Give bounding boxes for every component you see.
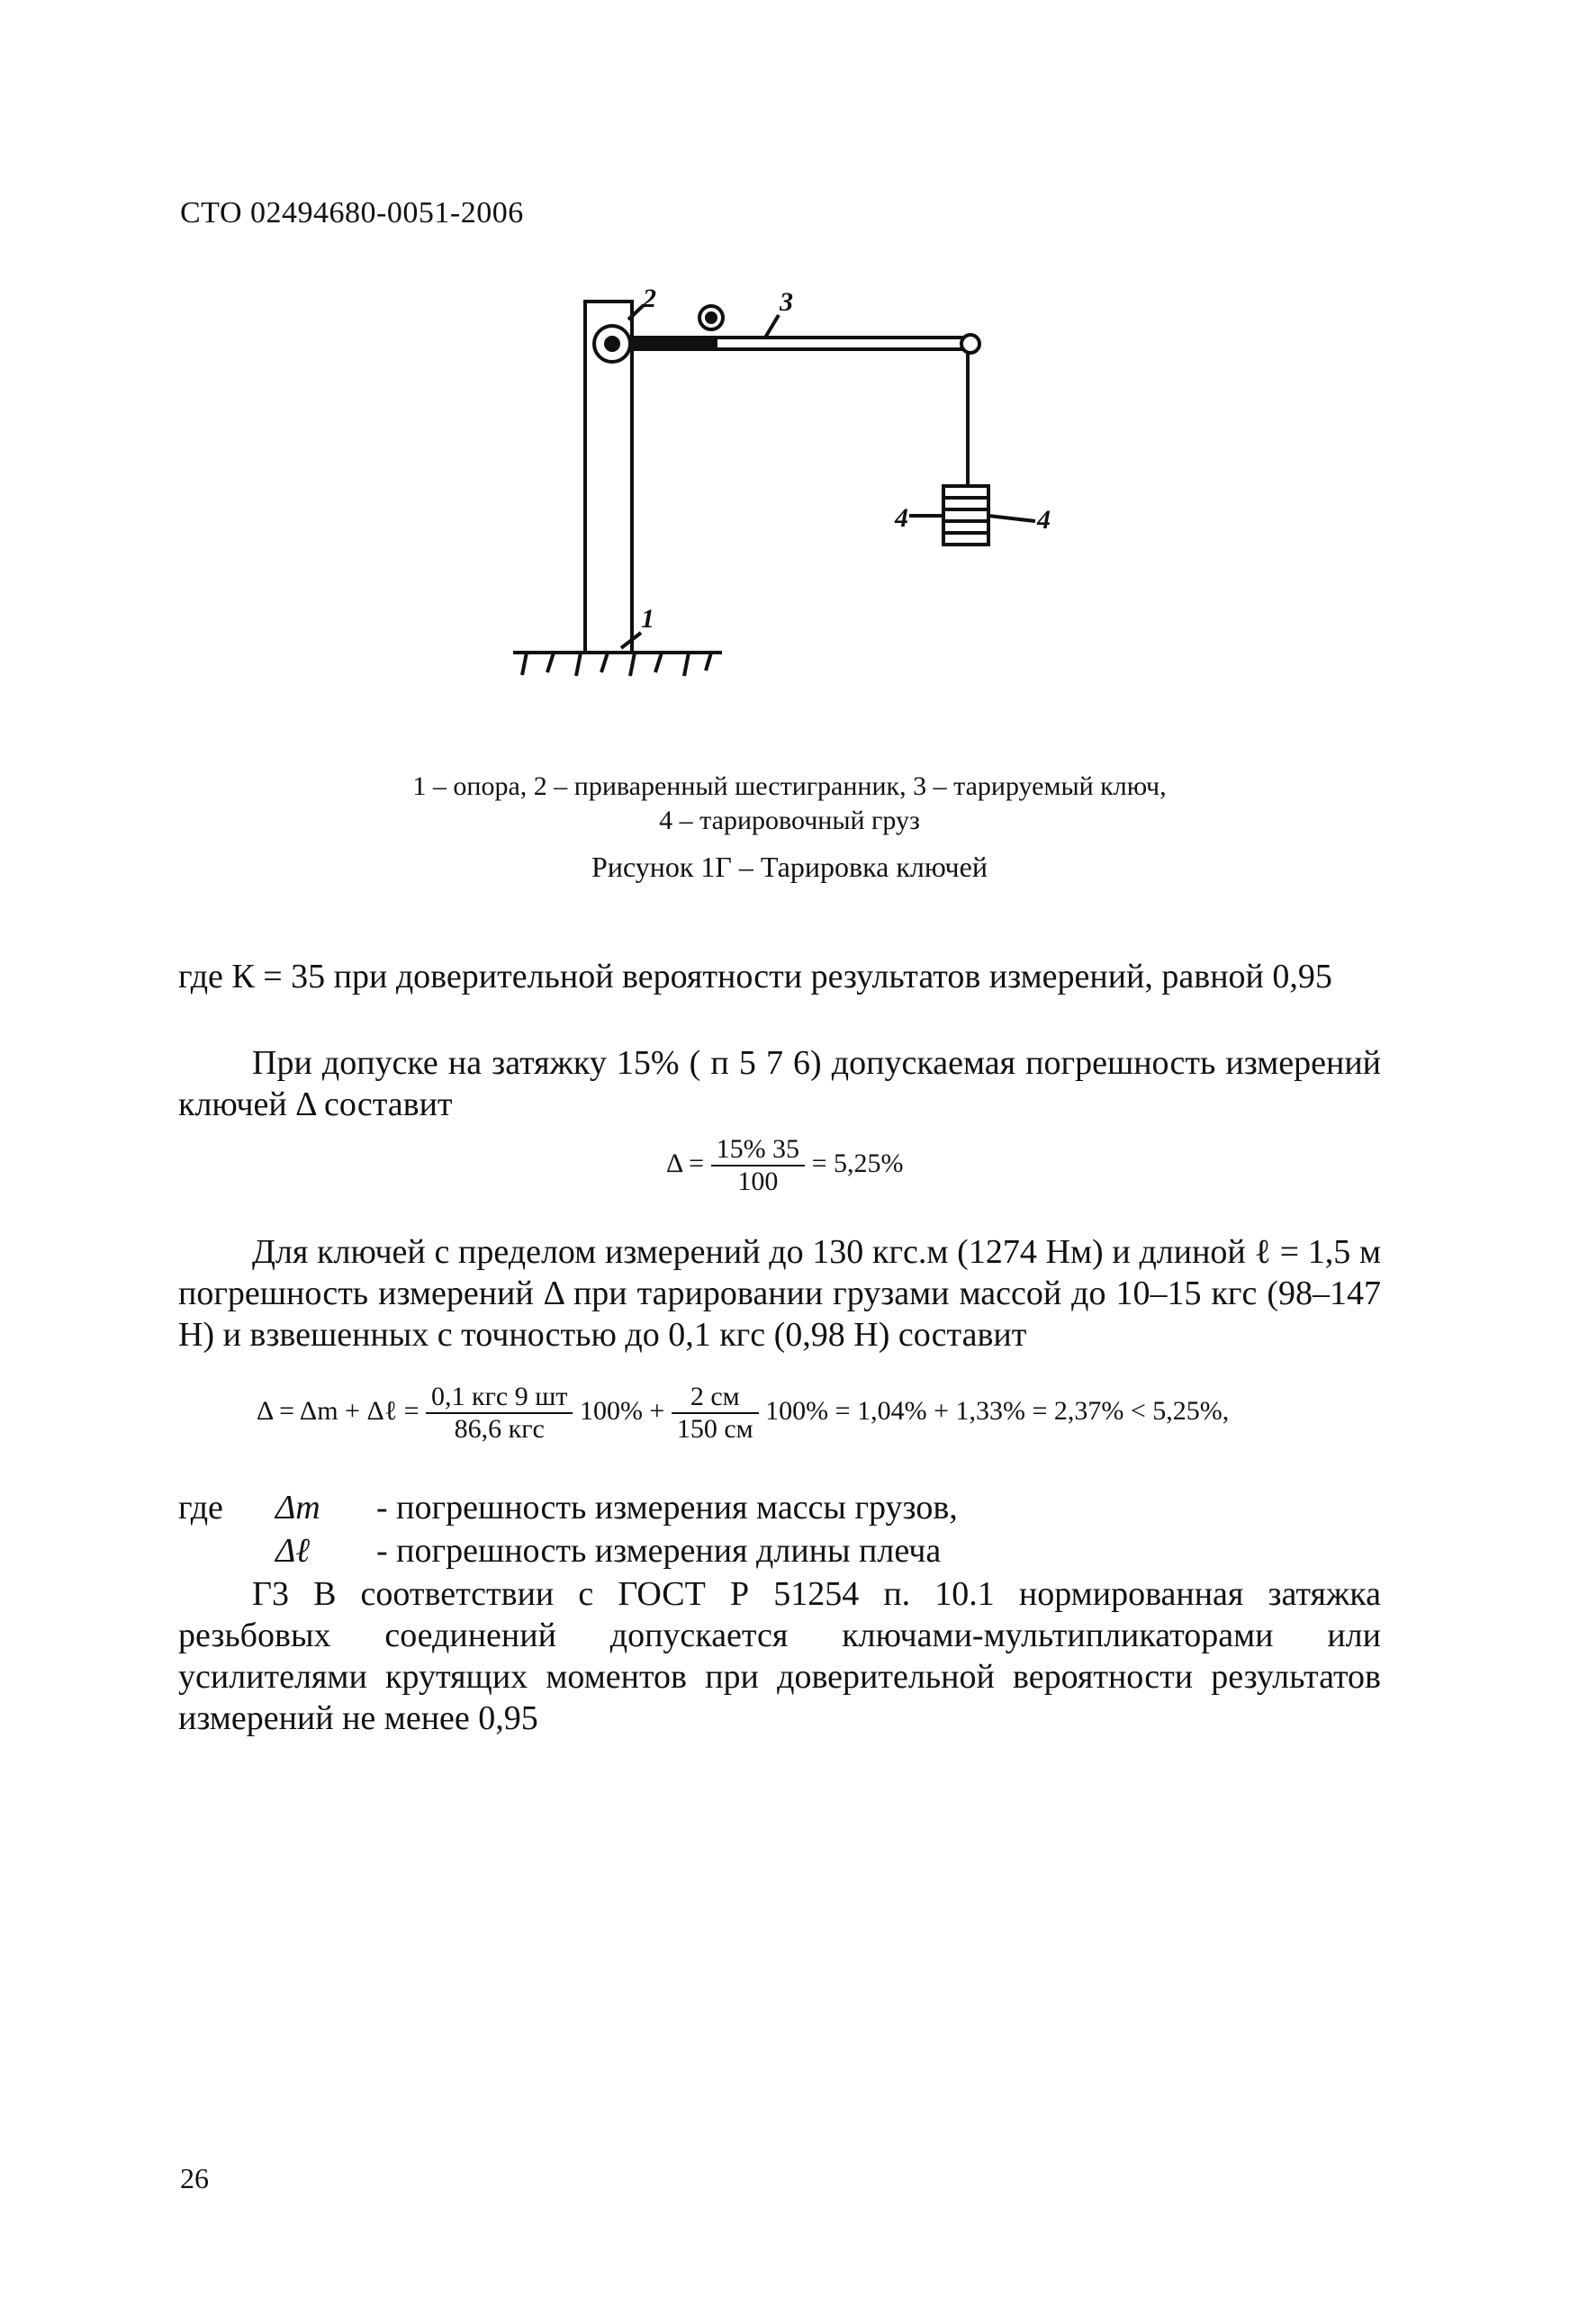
where-label: где (178, 1489, 223, 1527)
formula2-fraction-2 (672, 1382, 759, 1445)
formula2-rhs: 100% = 1,04% + 1,33% = 2,37% < 5,25%, (765, 1395, 1230, 1426)
fraction-1-numerator: 0,1 кгс 9 шт (426, 1382, 573, 1414)
figure-title: Рисунок 1Г – Тарировка ключей (591, 851, 988, 883)
formula-error-sum (257, 1382, 1229, 1445)
definition-dm (178, 1487, 958, 1528)
legend-line-1: 1 – опора, 2 – приваренный шестигранник, 3 – тарируемый ключ, (412, 771, 1167, 801)
calibration-diagram (486, 284, 1116, 707)
formula2-lhs: Δ = Δm + Δℓ = (257, 1395, 420, 1426)
fraction-denominator: 100 (737, 1167, 779, 1196)
dm-description: - погрешность измерения массы грузов, (376, 1489, 958, 1527)
label-4-left: 4 (895, 503, 908, 533)
paragraph-keys: Для ключей с пределом измерений до 130 кгс.м (1274 Нм) и длиной ℓ = 1,5 м погрешность измерений Δ при тарировании грузами массой до 10–15 кгс (98–147 Н) и взвешенных с точностью до 0,1 кгс (0,98 Н) составит (178, 1233, 1381, 1354)
figure-legend (270, 770, 1309, 838)
formula-fraction (711, 1134, 806, 1197)
fraction-1-denominator: 86,6 кгс (454, 1414, 545, 1444)
label-1: 1 (641, 604, 654, 634)
formula-lhs: Δ = (666, 1148, 705, 1178)
paragraph-tolerance: При допуске на затяжку 15% ( п 5 7 6) допускаемая погрешность измерений ключей Δ составит (178, 1044, 1381, 1123)
weight-stack (943, 486, 988, 545)
page-number: 26 (180, 2162, 209, 2194)
dm-symbol: Δm (275, 1489, 320, 1527)
document-header: СТО 02494680-0051-2006 (180, 196, 524, 230)
fraction-2-denominator: 150 см (676, 1414, 753, 1444)
calibration-figure (486, 284, 1116, 707)
paragraph-g3: Г3 В соответствии с ГОСТ Р 51254 п. 10.1 нормированная затяжка резьбовых соединений допускается ключами-мультипликаторами или усилителями крутящих моментов при доверительной вероятности результатов измерений не менее 0,95 (178, 1575, 1381, 1737)
legend-line-2: 4 – тарировочный груз (659, 806, 920, 835)
label-4-right: 4 (1037, 505, 1051, 535)
definition-dl (178, 1530, 941, 1572)
formula2-mid: 100% + (579, 1395, 665, 1426)
formula-delta (666, 1134, 903, 1197)
dl-symbol: Δℓ (275, 1532, 311, 1570)
fraction-2-numerator: 2 см (672, 1382, 759, 1414)
dl-description: - погрешность измерения длины плеча (376, 1532, 942, 1570)
paragraph-k: где К = 35 при доверительной вероятности результатов измерений, равной 0,95 (178, 958, 1332, 995)
formula2-fraction-1 (426, 1382, 573, 1445)
formula-rhs: = 5,25% (811, 1148, 904, 1178)
label-3: 3 (780, 287, 793, 317)
label-2: 2 (643, 284, 656, 313)
fraction-numerator: 15% 35 (711, 1134, 806, 1167)
